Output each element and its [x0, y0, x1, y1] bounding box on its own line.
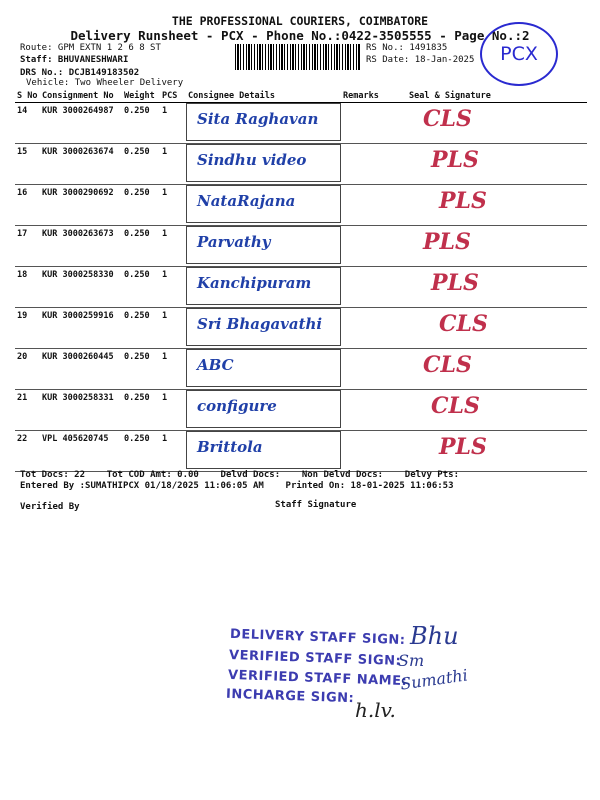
row-remarks: [341, 226, 391, 267]
consignee-box: [186, 103, 341, 141]
drs-number: DRS No.: DCJB149183502: [20, 68, 140, 78]
seal-signature-mark: PLS: [423, 229, 471, 255]
col-consignment: Consignment No: [40, 89, 122, 103]
row-sno: 15: [15, 144, 40, 185]
consignee-handwriting: ABC: [197, 356, 234, 374]
col-weight: Weight: [122, 89, 160, 103]
table-row: [15, 185, 587, 226]
seal-signature-mark: PLS: [439, 434, 487, 460]
row-weight: 0.250: [122, 226, 160, 267]
row-pcs: 1: [160, 267, 186, 308]
entered-by: Entered By :SUMATHIPCX 01/18/2025 11:06:05 AM: [20, 481, 264, 491]
consignee-box: [186, 267, 341, 305]
totals-line: [20, 470, 590, 480]
printed-on: Printed On: 18-01-2025 11:06:53: [285, 481, 454, 491]
row-seal-signature: [391, 144, 587, 185]
row-consignment-no: KUR 3000259916: [40, 308, 122, 349]
consignee-handwriting: Kanchipuram: [197, 274, 312, 292]
row-sno: 22: [15, 431, 40, 472]
row-consignment-no: KUR 3000290692: [40, 185, 122, 226]
consignee-handwriting: Sita Raghavan: [197, 110, 319, 128]
consignee-handwriting: Sri Bhagavathi: [197, 315, 323, 333]
stamp-line-delivery: DELIVERY STAFF SIGN:: [229, 626, 406, 649]
col-seal: Seal & Signature: [391, 89, 587, 103]
row-consignee-cell: [186, 390, 341, 431]
seal-signature-mark: CLS: [431, 393, 480, 419]
table-header-row: [15, 89, 587, 103]
vehicle-line: Vehicle: Two Wheeler Delivery: [26, 78, 184, 88]
barcode-icon: [235, 44, 360, 70]
table-row: [15, 103, 587, 144]
row-remarks: [341, 185, 391, 226]
row-consignment-no: KUR 3000263674: [40, 144, 122, 185]
col-pcs: PCS: [160, 89, 186, 103]
row-seal-signature: [391, 308, 587, 349]
row-weight: 0.250: [122, 267, 160, 308]
row-remarks: [341, 103, 391, 144]
staff-line: Staff: BHUVANESHWARI: [20, 55, 129, 65]
row-sno: 18: [15, 267, 40, 308]
row-weight: 0.250: [122, 144, 160, 185]
row-seal-signature: [391, 349, 587, 390]
row-sno: 14: [15, 103, 40, 144]
consignee-box: [186, 308, 341, 346]
incharge-signature: h.lv.: [355, 698, 396, 722]
runsheet-table: [15, 89, 587, 472]
company-name: THE PROFESSIONAL COURIERS, COIMBATORE: [171, 14, 429, 28]
row-seal-signature: [391, 185, 587, 226]
seal-signature-mark: CLS: [423, 106, 472, 132]
row-consignment-no: KUR 3000258330: [40, 267, 122, 308]
row-weight: 0.250: [122, 390, 160, 431]
stamp-line-incharge: INCHARGE SIGN:: [225, 686, 355, 707]
row-remarks: [341, 431, 391, 472]
row-sno: 19: [15, 308, 40, 349]
table-row: [15, 431, 587, 472]
row-remarks: [341, 390, 391, 431]
row-remarks: [341, 267, 391, 308]
table-row: [15, 226, 587, 267]
consignee-box: [186, 349, 341, 387]
col-sno: S No: [15, 89, 40, 103]
verified-by: Verified By: [20, 502, 80, 512]
row-consignee-cell: [186, 226, 341, 267]
row-seal-signature: [391, 226, 587, 267]
row-consignment-no: KUR 3000263673: [40, 226, 122, 267]
seal-signature-mark: PLS: [431, 270, 479, 296]
row-remarks: [341, 308, 391, 349]
row-pcs: 1: [160, 103, 186, 144]
consignee-handwriting: Sindhu video: [197, 151, 307, 169]
row-weight: 0.250: [122, 103, 160, 144]
stamp-line-verified-name: VERIFIED STAFF NAME:: [227, 667, 408, 690]
row-remarks: [341, 349, 391, 390]
row-consignee-cell: [186, 267, 341, 308]
staff-signature-label: Staff Signature: [275, 500, 357, 510]
row-consignee-cell: [186, 185, 341, 226]
row-consignee-cell: [186, 103, 341, 144]
row-weight: 0.250: [122, 185, 160, 226]
rs-number: RS No.: 1491835: [366, 43, 448, 53]
delivery-staff-signature: Bhu: [410, 622, 459, 650]
row-weight: 0.250: [122, 349, 160, 390]
seal-signature-mark: CLS: [423, 352, 472, 378]
verified-staff-signature: Sm: [398, 651, 425, 670]
consignee-handwriting: NataRajana: [197, 192, 296, 210]
pcx-seal-stamp: [480, 22, 558, 86]
table-row: [15, 308, 587, 349]
row-consignee-cell: [186, 431, 341, 472]
row-pcs: 1: [160, 390, 186, 431]
row-remarks: [341, 144, 391, 185]
row-consignment-no: KUR 3000260445: [40, 349, 122, 390]
row-sno: 17: [15, 226, 40, 267]
row-weight: 0.250: [122, 431, 160, 472]
consignee-box: [186, 431, 341, 469]
row-consignee-cell: [186, 308, 341, 349]
row-pcs: 1: [160, 144, 186, 185]
row-consignment-no: VPL 405620745: [40, 431, 122, 472]
seal-signature-mark: PLS: [431, 147, 479, 173]
consignee-handwriting: Brittola: [197, 438, 263, 456]
consignee-handwriting: configure: [197, 397, 277, 415]
table-row: [15, 267, 587, 308]
tot-cod: Tot COD Amt: 0.00: [106, 470, 199, 480]
row-consignee-cell: [186, 349, 341, 390]
row-pcs: 1: [160, 308, 186, 349]
seal-signature-mark: PLS: [439, 188, 487, 214]
row-consignee-cell: [186, 144, 341, 185]
row-seal-signature: [391, 431, 587, 472]
table-row: [15, 144, 587, 185]
verified-staff-name: Sumathi: [399, 665, 469, 694]
row-weight: 0.250: [122, 308, 160, 349]
row-seal-signature: [391, 103, 587, 144]
non-delvd-docs: Non Delvd Docs:: [301, 470, 384, 480]
row-sno: 20: [15, 349, 40, 390]
consignee-box: [186, 390, 341, 428]
rs-date: RS Date: 18-Jan-2025: [366, 55, 475, 65]
row-pcs: 1: [160, 185, 186, 226]
route-line: Route: GPM EXTN 1 2 6 8 ST: [20, 43, 161, 53]
row-sno: 21: [15, 390, 40, 431]
seal-signature-mark: CLS: [439, 311, 488, 337]
stamp-line-verified-sign: VERIFIED STAFF SIGN:: [228, 647, 402, 670]
row-sno: 16: [15, 185, 40, 226]
row-pcs: 1: [160, 349, 186, 390]
delvy-pts: Delvy Pts:: [404, 470, 459, 480]
row-consignment-no: KUR 3000258331: [40, 390, 122, 431]
table-row: [15, 390, 587, 431]
row-seal-signature: [391, 390, 587, 431]
entry-line: [20, 481, 590, 491]
consignee-handwriting: Parvathy: [197, 233, 271, 251]
consignee-box: [186, 144, 341, 182]
consignee-box: [186, 226, 341, 264]
row-seal-signature: [391, 267, 587, 308]
row-pcs: 1: [160, 431, 186, 472]
col-remarks: Remarks: [341, 89, 391, 103]
row-pcs: 1: [160, 226, 186, 267]
delvd-docs: Delvd Docs:: [220, 470, 281, 480]
tot-docs: Tot Docs: 22: [20, 470, 86, 480]
col-consignee: Consignee Details: [186, 89, 341, 103]
row-consignment-no: KUR 3000264987: [40, 103, 122, 144]
runsheet-title: Delivery Runsheet - PCX - Phone No.:0422-3505555 - Page No.:2: [70, 28, 530, 43]
seal-text: PCX: [500, 43, 538, 65]
table-row: [15, 349, 587, 390]
consignee-box: [186, 185, 341, 223]
